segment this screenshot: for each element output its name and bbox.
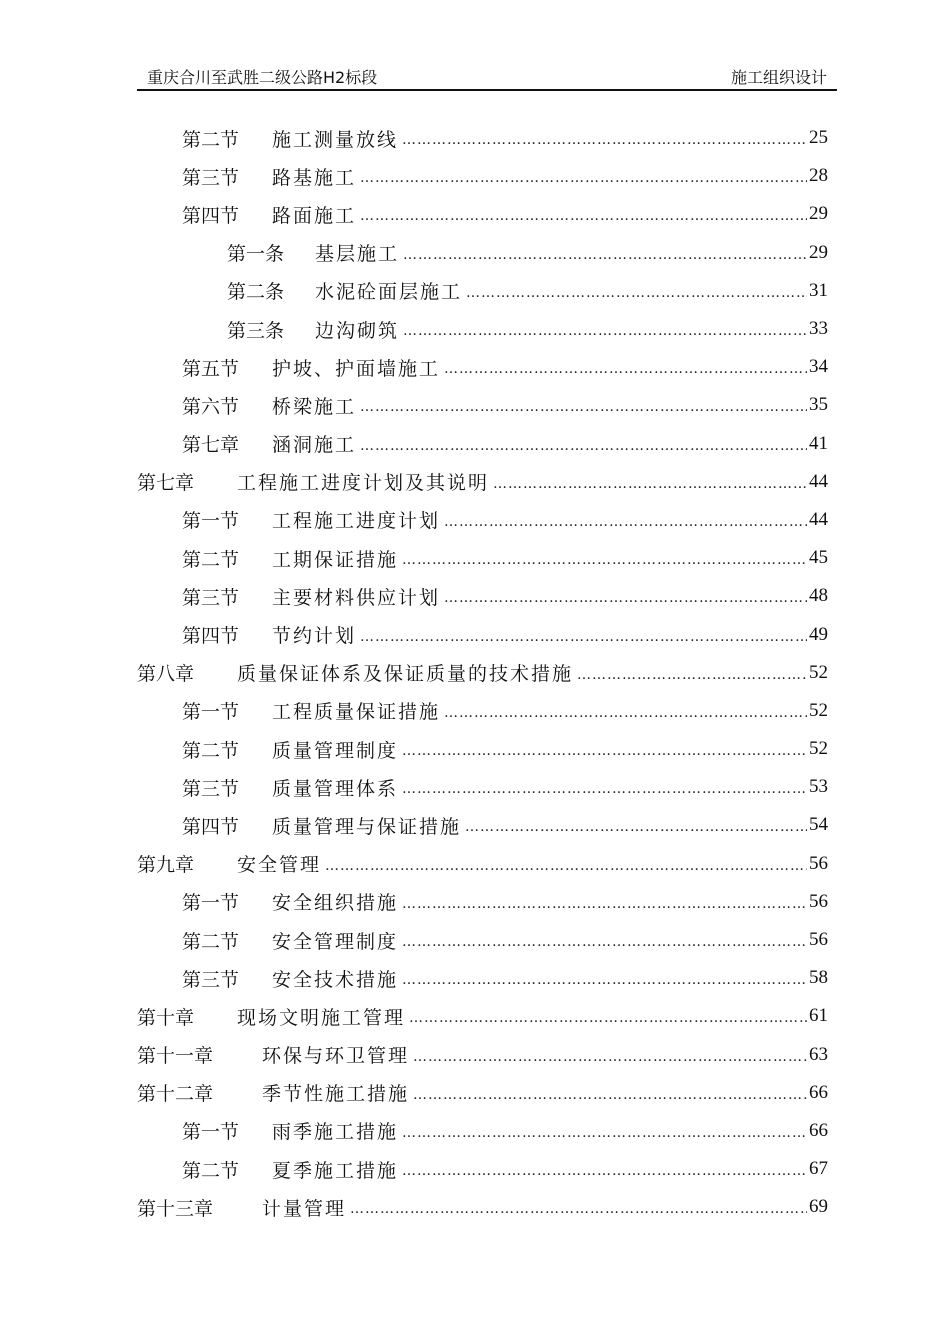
toc-entry-title: 水泥砼面层施工	[315, 281, 463, 304]
toc-entry[interactable]	[137, 692, 828, 730]
toc-dot-leader	[360, 208, 807, 224]
toc-entry[interactable]	[137, 997, 828, 1035]
toc-entry[interactable]	[137, 1074, 828, 1112]
toc-entry-label: 第八章	[137, 663, 195, 686]
toc-entry[interactable]	[137, 1112, 828, 1150]
toc-entry[interactable]	[137, 615, 828, 653]
toc-entry-page-number: 69	[809, 1196, 828, 1218]
page-header	[137, 68, 837, 91]
toc-entry-title: 质量管理体系	[272, 777, 399, 800]
toc-dot-leader	[444, 361, 807, 377]
toc-dot-leader	[402, 1125, 807, 1141]
toc-entry-title: 施工测量放线	[272, 128, 399, 151]
toc-entry-page-number: 56	[809, 852, 828, 874]
toc-entry-label: 第六节	[182, 395, 240, 418]
toc-entry-title: 工程质量保证措施	[272, 701, 441, 724]
toc-entry-label: 第二节	[182, 930, 240, 953]
toc-entry-title: 安全技术措施	[272, 968, 399, 991]
toc-entry-label: 第十二章	[137, 1083, 214, 1106]
toc-entry[interactable]	[137, 1188, 828, 1226]
toc-entry-label: 第四节	[182, 815, 240, 838]
toc-dot-leader	[402, 934, 807, 950]
toc-entry-label: 第三条	[227, 319, 285, 342]
toc-entry[interactable]	[137, 806, 828, 844]
toc-entry-title: 节约计划	[272, 625, 357, 648]
toc-entry-page-number: 58	[809, 967, 828, 989]
toc-entry-page-number: 49	[809, 623, 828, 645]
toc-entry-label: 第一节	[182, 892, 240, 915]
toc-dot-leader	[413, 1049, 807, 1065]
toc-entry-page-number: 61	[809, 1005, 828, 1027]
toc-entry[interactable]	[137, 348, 828, 386]
toc-entry-page-number: 33	[809, 318, 828, 340]
toc-entry-title: 工程施工进度计划及其说明	[237, 472, 490, 495]
toc-dot-leader	[444, 514, 807, 530]
toc-dot-leader	[402, 896, 807, 912]
toc-entry-title: 夏季施工措施	[272, 1159, 399, 1182]
toc-entry[interactable]	[137, 845, 828, 883]
toc-entry[interactable]	[137, 921, 828, 959]
toc-entry-title: 边沟砌筑	[315, 319, 400, 342]
toc-entry[interactable]	[137, 730, 828, 768]
toc-dot-leader	[402, 972, 807, 988]
toc-entry[interactable]	[137, 883, 828, 921]
toc-entry-title: 桥梁施工	[272, 395, 357, 418]
toc-dot-leader	[360, 629, 807, 645]
toc-entry-title: 计量管理	[262, 1197, 347, 1220]
toc-entry-title: 质量保证体系及保证质量的技术措施	[237, 663, 574, 686]
toc-entry-page-number: 44	[809, 508, 828, 530]
table-of-contents	[137, 119, 828, 1226]
toc-entry[interactable]	[137, 195, 828, 233]
toc-dot-leader	[360, 399, 807, 415]
toc-entry-page-number: 29	[809, 241, 828, 263]
toc-dot-leader	[350, 1201, 807, 1217]
toc-entry-label: 第三节	[182, 777, 240, 800]
toc-dot-leader	[403, 323, 807, 339]
toc-entry[interactable]	[137, 1036, 828, 1074]
toc-dot-leader	[466, 285, 807, 301]
toc-entry-label: 第二节	[182, 548, 240, 571]
toc-entry-page-number: 67	[809, 1158, 828, 1180]
toc-entry-label: 第三节	[182, 166, 240, 189]
toc-entry-title: 工期保证措施	[272, 548, 399, 571]
toc-dot-leader	[402, 132, 807, 148]
toc-entry-title: 季节性施工措施	[262, 1083, 410, 1106]
toc-entry-page-number: 41	[809, 432, 828, 454]
toc-entry-label: 第七章	[182, 434, 240, 457]
header-document-type: 施工组织设计	[730, 68, 827, 87]
toc-dot-leader	[403, 247, 807, 263]
toc-entry-page-number: 56	[809, 890, 828, 912]
toc-entry[interactable]	[137, 539, 828, 577]
toc-dot-leader	[402, 552, 807, 568]
toc-entry-title: 质量管理与保证措施	[272, 815, 462, 838]
toc-entry[interactable]	[137, 1150, 828, 1188]
header-project-title: 重庆合川至武胜二级公路H2标段	[147, 68, 378, 87]
toc-entry[interactable]	[137, 654, 828, 692]
toc-entry-label: 第二条	[227, 281, 285, 304]
toc-entry-page-number: 44	[809, 470, 828, 492]
toc-entry-page-number: 29	[809, 203, 828, 225]
toc-entry-page-number: 54	[809, 814, 828, 836]
toc-entry-label: 第三节	[182, 968, 240, 991]
toc-entry-label: 第一节	[182, 510, 240, 533]
toc-entry-title: 主要材料供应计划	[272, 586, 441, 609]
toc-dot-leader	[577, 667, 807, 683]
toc-entry-page-number: 66	[809, 1119, 828, 1141]
toc-dot-leader	[402, 1163, 807, 1179]
toc-entry-label: 第五节	[182, 357, 240, 380]
toc-entry-page-number: 45	[809, 547, 828, 569]
toc-entry-label: 第二节	[182, 128, 240, 151]
toc-entry-label: 第三节	[182, 586, 240, 609]
toc-entry-page-number: 52	[809, 699, 828, 721]
toc-dot-leader	[360, 438, 807, 454]
toc-entry-label: 第十一章	[137, 1045, 214, 1068]
toc-entry[interactable]	[137, 501, 828, 539]
toc-entry-page-number: 52	[809, 661, 828, 683]
toc-entry-label: 第二节	[182, 1159, 240, 1182]
toc-entry-label: 第九章	[137, 854, 195, 877]
toc-entry-page-number: 52	[809, 738, 828, 760]
toc-entry-page-number: 31	[809, 279, 828, 301]
toc-entry-page-number: 63	[809, 1043, 828, 1065]
toc-entry-title: 路基施工	[272, 166, 357, 189]
toc-entry-title: 安全组织措施	[272, 892, 399, 915]
toc-dot-leader	[402, 743, 807, 759]
toc-entry-title: 基层施工	[315, 243, 400, 266]
toc-entry[interactable]	[137, 272, 828, 310]
toc-dot-leader	[465, 819, 807, 835]
toc-entry-title: 护坡、护面墙施工	[272, 357, 441, 380]
toc-dot-leader	[409, 1010, 807, 1026]
toc-entry[interactable]	[137, 577, 828, 615]
toc-entry-page-number: 53	[809, 776, 828, 798]
toc-dot-leader	[402, 781, 807, 797]
toc-entry-label: 第一节	[182, 1121, 240, 1144]
toc-entry[interactable]	[137, 386, 828, 424]
toc-entry-title: 安全管理制度	[272, 930, 399, 953]
toc-entry-title: 路面施工	[272, 204, 357, 227]
toc-entry[interactable]	[137, 959, 828, 997]
toc-entry-page-number: 28	[809, 165, 828, 187]
toc-entry-title: 工程施工进度计划	[272, 510, 441, 533]
toc-entry[interactable]	[137, 425, 828, 463]
toc-entry[interactable]	[137, 463, 828, 501]
toc-entry[interactable]	[137, 310, 828, 348]
toc-dot-leader	[360, 170, 807, 186]
toc-dot-leader	[493, 476, 807, 492]
toc-entry-title: 质量管理制度	[272, 739, 399, 762]
toc-entry-page-number: 25	[809, 127, 828, 149]
toc-entry-page-number: 48	[809, 585, 828, 607]
toc-entry-title: 涵洞施工	[272, 434, 357, 457]
toc-entry-label: 第四节	[182, 204, 240, 227]
toc-entry[interactable]	[137, 234, 828, 272]
toc-entry-title: 雨季施工措施	[272, 1121, 399, 1144]
toc-dot-leader	[325, 858, 807, 874]
toc-entry-page-number: 56	[809, 929, 828, 951]
toc-dot-leader	[444, 705, 807, 721]
toc-entry-label: 第一条	[227, 243, 285, 266]
toc-entry-label: 第一节	[182, 701, 240, 724]
toc-entry-title: 安全管理	[237, 854, 322, 877]
toc-entry-label: 第二节	[182, 739, 240, 762]
toc-entry-label: 第七章	[137, 472, 195, 495]
toc-entry-label: 第十三章	[137, 1197, 214, 1220]
toc-entry[interactable]	[137, 157, 828, 195]
toc-entry[interactable]	[137, 119, 828, 157]
toc-entry-title: 环保与环卫管理	[262, 1045, 410, 1068]
toc-entry-label: 第十章	[137, 1006, 195, 1029]
toc-entry-page-number: 66	[809, 1081, 828, 1103]
toc-dot-leader	[413, 1087, 807, 1103]
toc-entry-title: 现场文明施工管理	[237, 1006, 406, 1029]
toc-entry[interactable]	[137, 768, 828, 806]
toc-entry-page-number: 35	[809, 394, 828, 416]
toc-entry-label: 第四节	[182, 625, 240, 648]
toc-entry-page-number: 34	[809, 356, 828, 378]
toc-dot-leader	[444, 590, 807, 606]
